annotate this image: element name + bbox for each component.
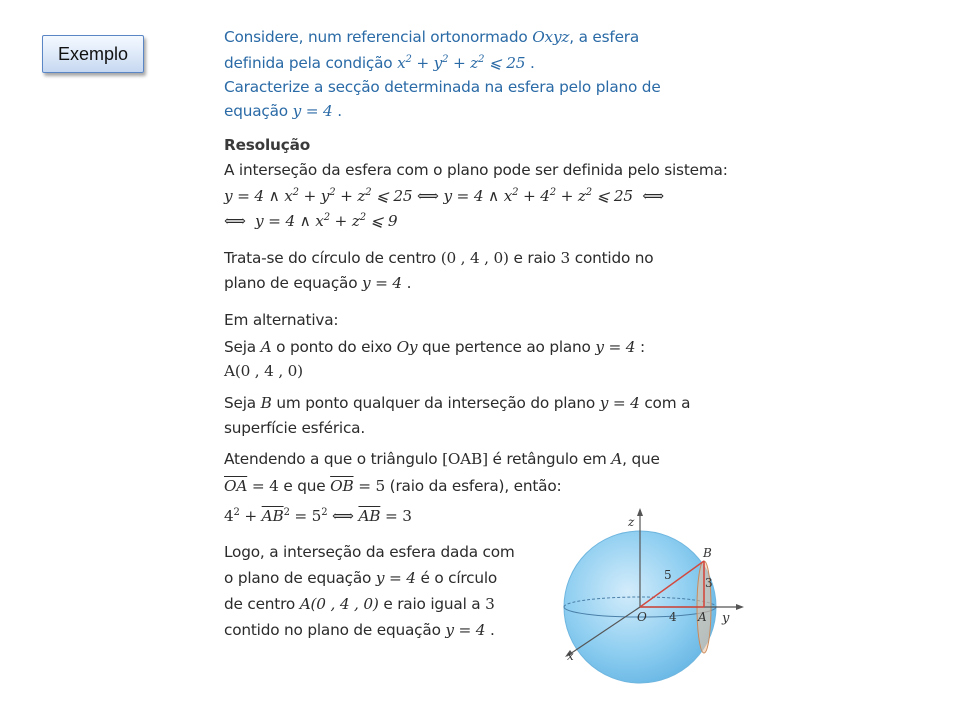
- point-a-coords: A(0 , 4 , 0): [224, 362, 303, 380]
- logo-line-4: contido no plano de equação y = 4 .: [224, 621, 495, 639]
- label-o: O: [637, 610, 647, 624]
- y-axis-arrow: [736, 604, 744, 610]
- seja-b-line-2: superfície esférica.: [224, 419, 366, 437]
- sphere-condition: $x^2 + y^2 + z^2$ ⩽ 25: [397, 54, 526, 72]
- label-a: A: [698, 610, 707, 624]
- logo-line-2: o plano de equação y = 4 é o círculo: [224, 569, 498, 587]
- label-b: B: [703, 546, 712, 560]
- trata-line-2: plano de equação y = 4 .: [224, 274, 412, 292]
- problem-line-3: Caracterize a secção determinada na esfera pelo plano de: [224, 78, 661, 96]
- seja-a-line: Seja A o ponto do eixo Oy que pertence ao plano y = 4 :: [224, 338, 645, 356]
- z-axis-arrow: [637, 508, 643, 516]
- problem-line-4: equação y = 4 .: [224, 102, 342, 120]
- alternative-label: Em alternativa:: [224, 311, 339, 329]
- logo-line-1: Logo, a interseção da esfera dada com: [224, 543, 515, 561]
- logo-line-3: de centro A(0 , 4 , 0) e raio igual a 3: [224, 595, 495, 613]
- resolution-heading: Resolução: [224, 136, 311, 154]
- seja-b-line: Seja B um ponto qualquer da interseção do plano y = 4 com a: [224, 394, 691, 412]
- sphere-figure: [553, 506, 753, 720]
- problem-line-1: Considere, num referencial ortonormado Oxyz, a esfera: [224, 28, 640, 46]
- pythagoras-line: $4^2 + \overline{AB}^2 = 5^2$ ⟺ $\overline{AB} = 3$: [224, 507, 412, 525]
- label-y: y: [722, 611, 730, 626]
- system-line-1: y = 4 ∧ $x^2 + y^2 + z^2$ ⩽ 25 ⟺ y = 4 ∧ $x^2 + 4^2 + z^2$ ⩽ 25 ⟺: [224, 187, 664, 205]
- label-5: 5: [664, 568, 672, 582]
- segments-line: $\overline{OA} = 4$ e que $\overline{OB} = 5$ (raio da esfera), então:: [224, 477, 562, 495]
- label-x: x: [567, 649, 574, 663]
- label-4: 4: [669, 610, 677, 624]
- label-3: 3: [705, 576, 713, 590]
- system-line-2: ⟺ y = 4 ∧ $x^2 + z^2$ ⩽ 9: [224, 212, 398, 230]
- problem-line-2: definida pela condição $x^2 + y^2 + z^2$ ⩽ 25 .: [224, 54, 535, 72]
- atendendo-line: Atendendo a que o triângulo [OAB] é retângulo em A, que: [224, 450, 660, 468]
- resolution-intro: A interseção da esfera com o plano pode ser definida pelo sistema:: [224, 161, 728, 179]
- label-z: z: [628, 515, 635, 529]
- cropped-previous-line: [264, 0, 504, 7]
- exemplo-button[interactable]: Exemplo: [42, 35, 144, 73]
- trata-line-1: Trata-se do círculo de centro (0 , 4 , 0) e raio 3 contido no: [224, 249, 654, 267]
